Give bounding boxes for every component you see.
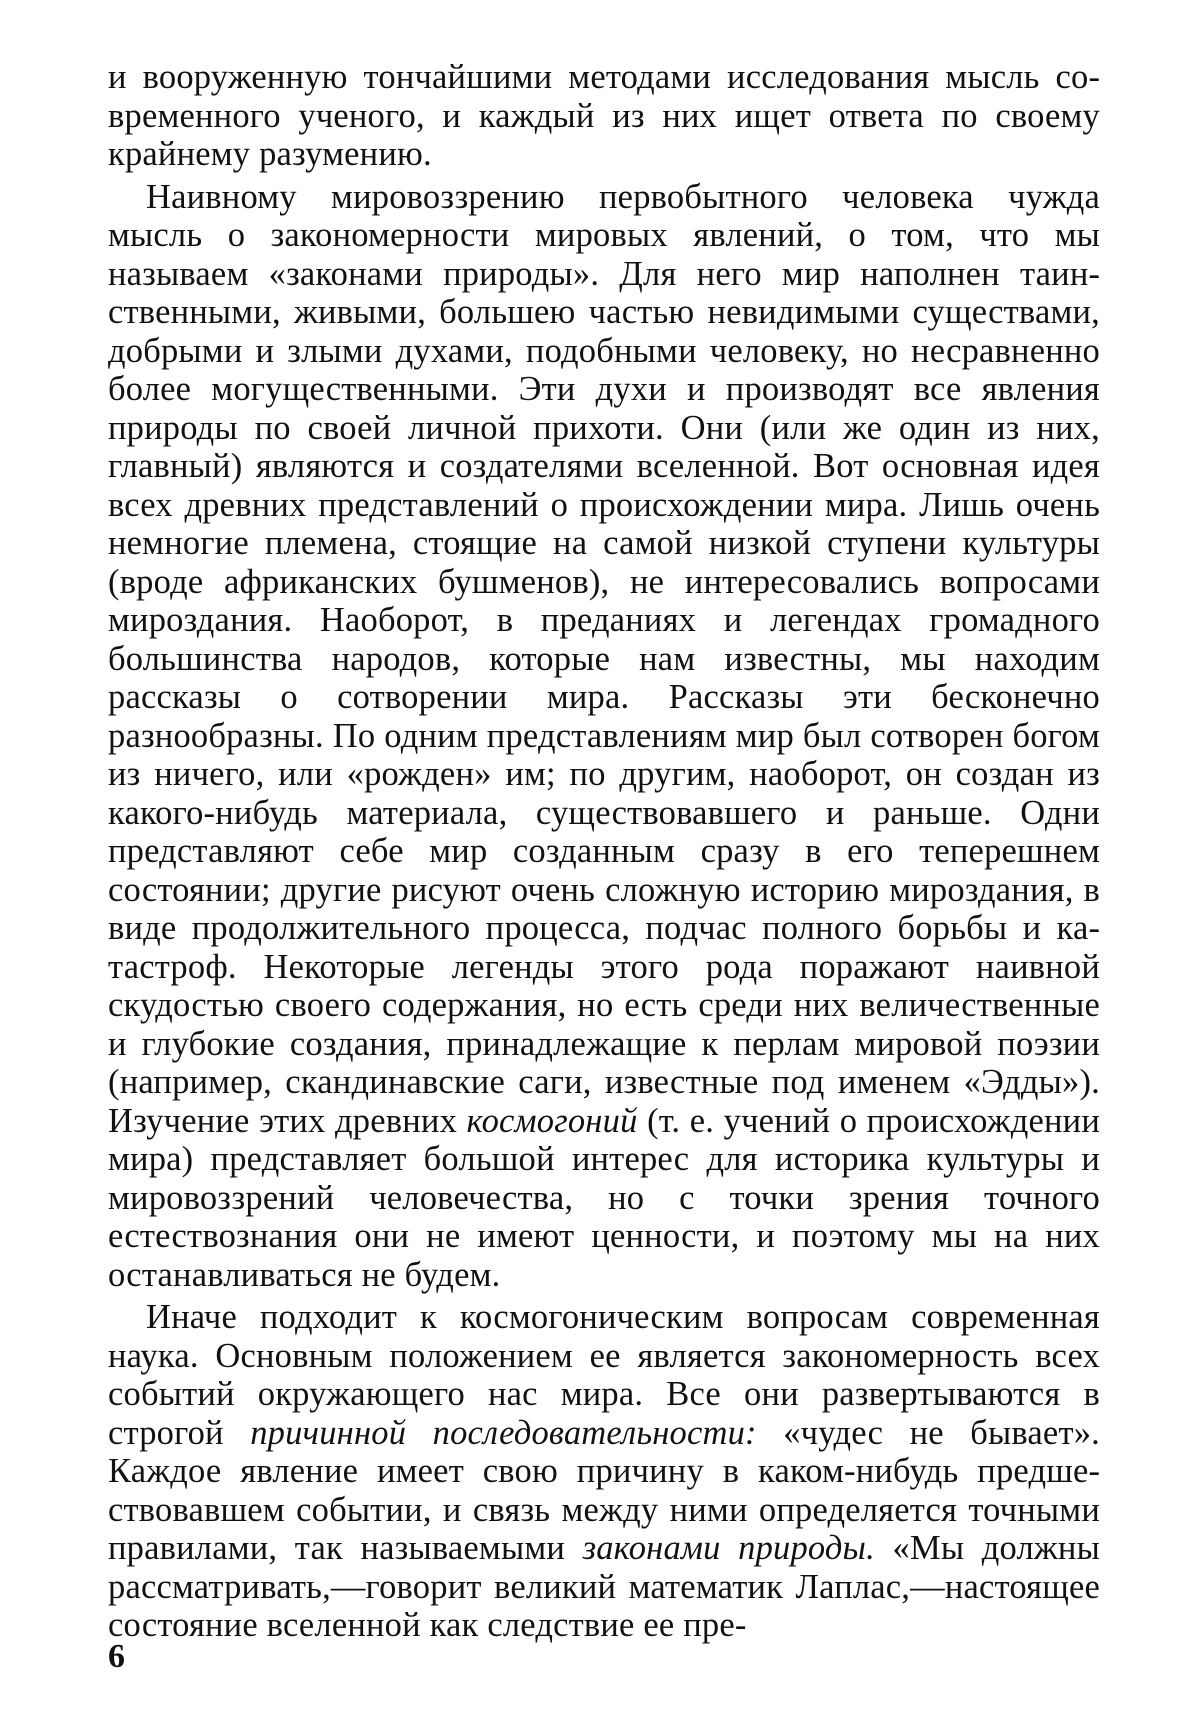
paragraph-2	[108, 178, 1100, 1295]
page-number: 6	[108, 1638, 125, 1675]
text-span: «чудес не бывает». Каждое явление имеет свою причину в каком-нибудь предшествовавшем событии, и связь между ними определяется точными правилами, так называемыми	[108, 1413, 1100, 1567]
text-span: (т. е. учений о происхождении мира) представляет большой интерес для историка культуры и мировоззрений человечества, но с точки зрения точного естествознания они не имеют ценности, и поэтому мы на них останавливаться не будем.	[108, 1101, 1100, 1294]
text-span: и вооруженную тончайшими методами исследования мысль современного ученого, и каждый из них ищет ответа по своему крайнему разумению.	[108, 58, 1100, 173]
italic-term-cosmogonies: космогоний	[466, 1101, 638, 1140]
paragraph-1	[108, 58, 1100, 174]
text-span: «Мы должны рассматривать,—говорит великий математик Лаплас,—настоящее состояние вселенной как следствие ее пре-	[108, 1529, 1100, 1644]
document-page	[108, 58, 1100, 1649]
paragraph-3	[108, 1298, 1100, 1645]
text-span: Иначе подходит к космогоническим вопросам современная наука. Основным положением ее является закономерность всех событий окружающего нас мира. Все они развертываются в строгой	[108, 1298, 1100, 1452]
italic-term-causal-sequence: причинной последовательности:	[250, 1413, 757, 1452]
text-span: Наивному мировоззрению первобытного человека чужда мысль о закономерности мировых явлений, о том, что мы называем «законами природы». Для него мир наполнен таинственными, живыми, большею частью невидимыми существами, добрыми и злыми духами, подобными человеку, но несравненно более могущественными. Эти духи и производят все явления природы по своей личной прихоти. Они (или же один из них, главный) являются и создателями вселенной. Вот основная идея всех древних представлений о происхождении мира. Лишь очень немногие племена, стоящие на самой низкой ступени культуры (вроде африканских бушменов), не интересовались вопросами мироздания. Наоборот, в преданиях и легендах громадного большинства народов, которые нам известны, мы находим рассказы о сотворении мира. Рассказы эти бесконечно разнообразны. По одним представлениям мир был сотворен богом из ничего, или «рожден» им; по другим, наоборот, он создан из какого-нибудь материала, существовавшего и раньше. Одни представляют себе мир созданным сразу в его теперешнем состоянии; другие рисуют очень сложную историю мироздания, в виде продолжительного процесса, подчас полного борьбы и катастроф. Некоторые легенды этого рода поражают наивной скудостью своего содержания, но есть среди них величественные и глубокие создания, принадлежащие к перлам мировой поэзии (например, скандинавские саги, известные под именем «Эдды»). Изучение этих древних	[108, 177, 1100, 1140]
italic-term-laws-of-nature: законами природы.	[582, 1529, 875, 1567]
